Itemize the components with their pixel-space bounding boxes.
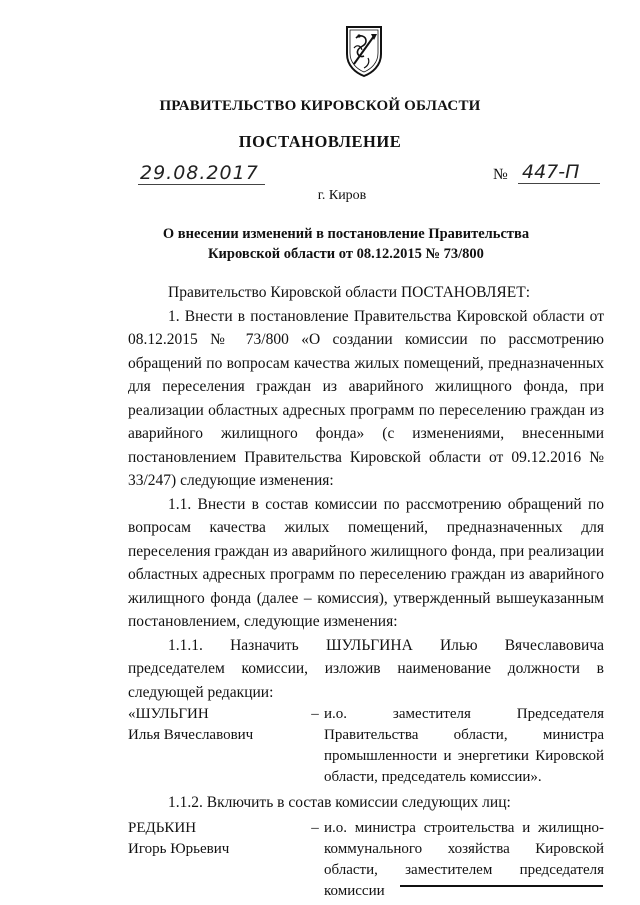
clause-1-1-2: 1.1.2. Включить в состав комиссии следующих лиц: [168,794,511,811]
clause-1: 1. Внести в постановление Правительства Кировской области от 08.12.2015 № 73/800 «О создании комиссии по рассмотрению обращений по вопросам качества жилых помещений, предназначенных для переселения граждан из аварийного жилищного фонда, при реализации областных адресных программ по переселению граждан из аварийного жилищного фонда» (с изменениями, внесенными постановлением Правительства Кировской области от 09.12.2016 № 33/247) следующие изменения: [128,307,604,489]
document-number: 447-П [518,161,600,184]
footer-rule [400,885,603,887]
document-body [128,281,604,902]
document-date: 29.08.2017 [138,162,265,185]
dash-separator: – [311,819,319,836]
organization-title: ПРАВИТЕЛЬСТВО КИРОВСКОЙ ОБЛАСТИ [159,98,481,114]
preamble: Правительство Кировской области ПОСТАНОВЛЯЕТ: [168,284,531,301]
person-surname: «ШУЛЬГИН [128,706,209,722]
clause-1-1-1: 1.1.1. Назначить ШУЛЬГИНА Илью Вячеславовича председателем комиссии, изложив наименование должности в следующей редакции: [128,636,604,701]
document-subject [0,224,640,264]
coat-of-arms-icon [344,24,384,78]
city-label: г. Киров [317,188,367,203]
number-label: № [493,166,508,183]
subject-line-2: Кировской области от 08.12.2015 № 73/800 [208,246,484,262]
person-name [128,704,306,788]
clause-1-1: 1.1. Внести в состав комиссии по рассмотрению обращений по вопросам качества жилых помещений, предназначенных для переселения граждан из аварийного жилищного фонда, при реализации областных адресных программ по переселению граждан из аварийного жилищного фонда (далее – комиссия), утвержденный вышеуказанным постановлением, следующие изменения: [128,495,604,630]
person-entry-deputy [128,818,604,902]
subject-line-1: О внесении изменений в постановление Правительства [162,226,530,242]
person-entry-chairman [128,704,604,788]
person-surname: РЕДЬКИН [128,819,197,836]
person-given-name: Илья Вячеславович [128,727,254,743]
person-role: и.о. заместителя Председателя Правительства области, министра промышленности и энергетики Кировской области, председатель комиссии». [324,706,604,785]
dash-separator: – [311,706,319,722]
person-name [128,818,306,902]
person-given-name: Игорь Юрьевич [128,840,230,857]
document-type-title: ПОСТАНОВЛЕНИЕ [238,132,402,151]
person-role: и.о. министра строительства и жилищно-коммунального хозяйства Кировской области, заместителем председателя комиссии [324,819,604,899]
